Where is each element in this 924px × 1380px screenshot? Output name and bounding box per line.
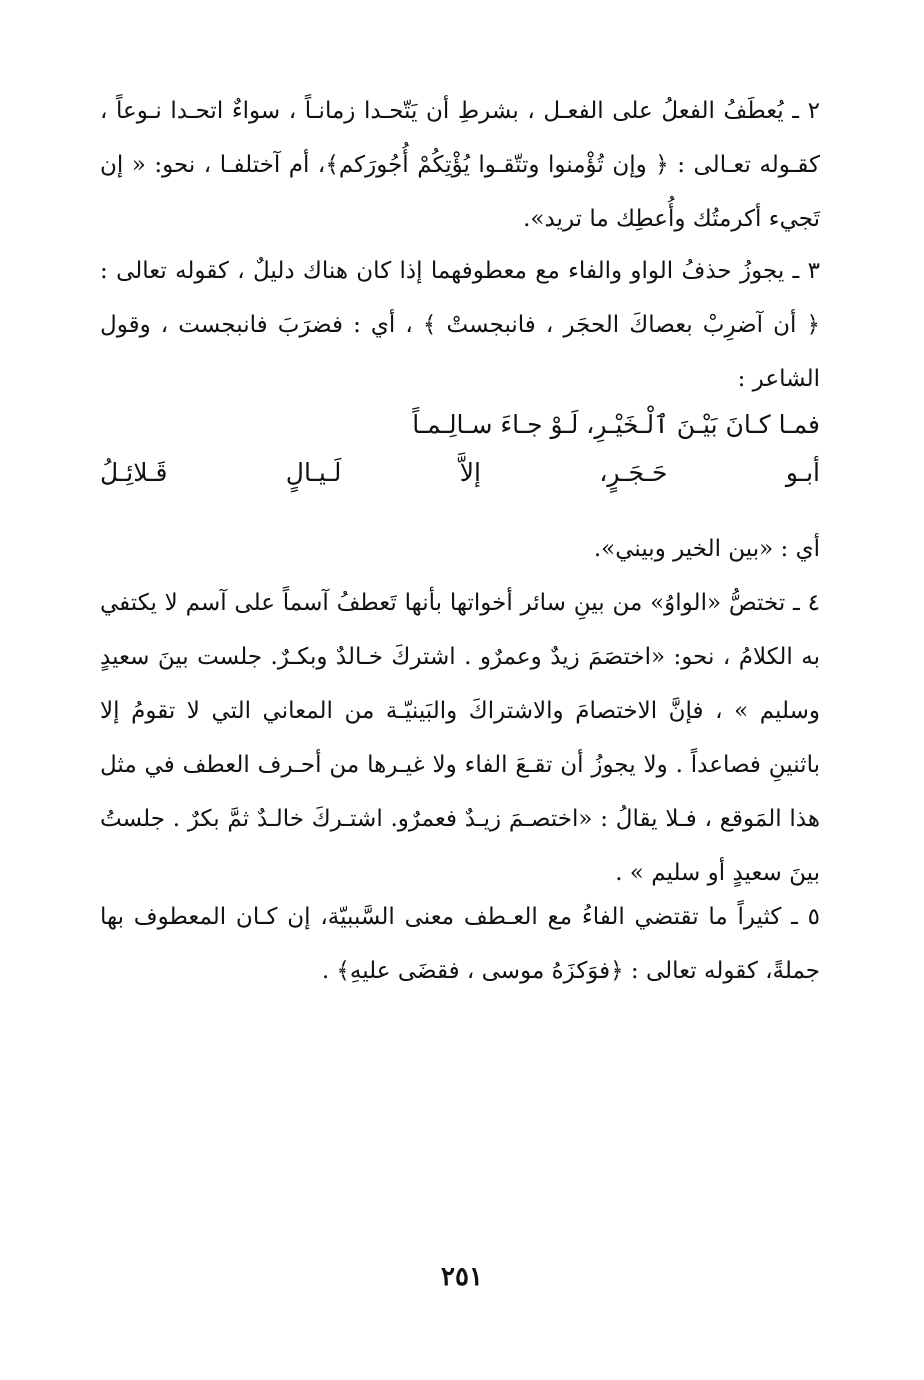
verse-explanation: أي : «بين الخير وبيني». [593, 536, 820, 562]
page-number: ٢٥١ [441, 1262, 483, 1292]
poem-verse-second-hemistich [100, 458, 820, 487]
verse-word: لَـيـالٍ [285, 458, 342, 487]
verse-word: حَـجَـرٍ، [599, 458, 668, 487]
poem-verse-first-hemistich: فمـا كـانَ بَيْـنَ ٱلْـخَيْـرِ، لَـوْ جـاءَ سـالِـمـاً [412, 410, 820, 439]
verse-word: إلاَّ [459, 458, 481, 487]
paragraph-rule-3: ٣ ـ يجوزُ حذفُ الواو والفاء مع معطوفهما إذا كان هناك دليلٌ ، كقوله تعالى : ﴿ أن آضرِبْ بعصاكَ الحجَر ، فانبجستْ ﴾ ، أي : فضرَبَ فانبجست ، وقول الشاعر : [100, 258, 821, 392]
verse-word: أبـو [785, 458, 820, 487]
paragraph-rule-4: ٤ ـ تختصُّ «الواوُ» من بينِ سائر أخواتها بأنها تَعطفُ آسماً على آسم لا يكتفي به الكلامُ ، نحو: «اختصَمَ زيدٌ وعمرٌو . اشتركَ خـالدٌ وبكـرٌ. جلست بينَ سعيدٍ وسليم » ، فإنَّ الاختصامَ والاشتراكَ والبَينيّـة من المعاني التي لا تقومُ إلا باثنينِ فصاعداً . ولا يجوزُ أن تقـعَ الفاء ولا غيـرها من أحـرف العطف في مثل هذا المَوقع ، فـلا يقالُ : «اختصـمَ زيـدٌ فعمرٌو. اشتـركَ خالـدٌ ثمَّ بكرٌ . جلستُ بينَ سعيدٍ أو سليم » . [100, 590, 820, 886]
paragraph-rule-2: ٢ ـ يُعطَفُ الفعلُ على الفعـل ، بشرطِ أن يَتّحـدا زمانـاً ، سواءٌ اتحـدا نـوعاً ، كقـوله تعـالى : ﴿ وإن تُؤْمنوا وتتّقـوا يُؤْتِكُمْ أُجُورَكم﴾، أم آختلفـا ، نحو: « إن تَجيء أكرمتُك وأُعطِك ما تريد». [100, 98, 820, 232]
paragraph-rule-5: ٥ ـ كثيراً ما تقتضي الفاءُ مع العـطف معنى السَّببيّة، إن كـان المعطوف بها جملةً، كقوله تعالى : ﴿فوَكزَهُ موسى ، فقضَى عليهِ﴾ . [100, 904, 820, 984]
verse-word: قَـلائِـلُ [100, 458, 168, 487]
